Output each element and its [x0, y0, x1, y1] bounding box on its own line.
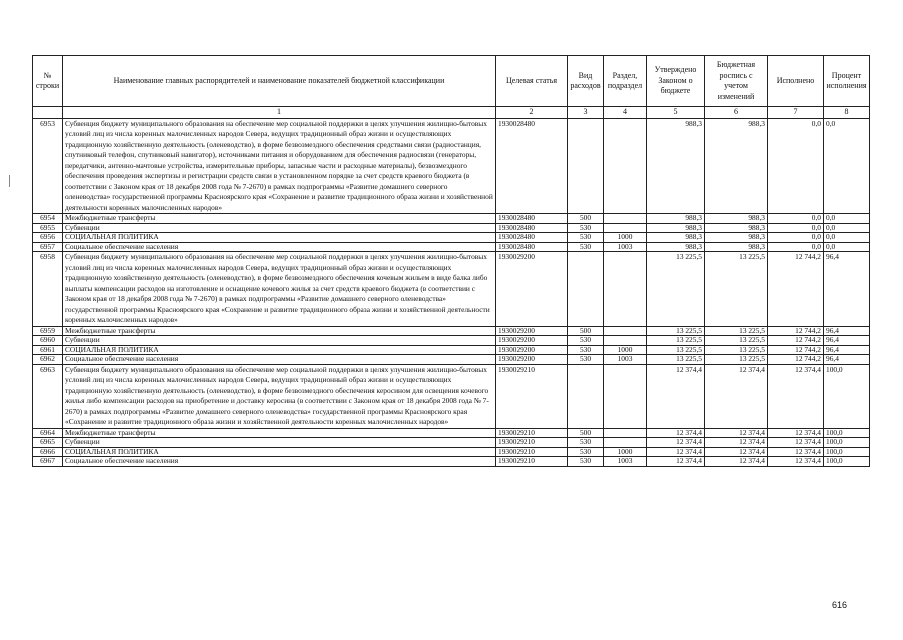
target-article: 1930028480: [496, 223, 568, 233]
header-target-article: Целевая статья: [496, 56, 568, 107]
approved-amount: 13 225,5: [647, 355, 705, 365]
row-name: СОЦИАЛЬНАЯ ПОЛИТИКА: [63, 233, 496, 243]
row-name: Социальное обеспечение населения: [63, 355, 496, 365]
section-code: [604, 214, 647, 224]
section-code: 1000: [604, 345, 647, 355]
column-number: 7: [768, 107, 824, 119]
row-number: 6959: [33, 326, 63, 336]
row-number: 6962: [33, 355, 63, 365]
section-code: [604, 428, 647, 438]
expense-type: [568, 364, 604, 428]
section-code: [604, 438, 647, 448]
row-number: 6960: [33, 336, 63, 346]
table-row: [33, 233, 870, 243]
target-article: 1930028480: [496, 118, 568, 214]
approved-amount: 13 225,5: [647, 252, 705, 327]
header-expense-type: Вид расходов: [568, 56, 604, 107]
approved-amount: 13 225,5: [647, 336, 705, 346]
column-number: 2: [496, 107, 568, 119]
row-name: Субвенция бюджету муниципального образования на обеспечение мер социальной поддержки в целях улучшения жилищно-бытовых условий лиц из числа коренных малочисленных народов Севера, ведущих традиционный образ жизни и осуществляющих традиционную хозяйственную деятельность (оленеводство), в форме безвозмездного обеспечения кочевым жильем в виде балка либо выплаты компенсации расходов на изготовление и оснащение кочевого жилья за счет средств краевого бюджета (в соответствии с Законом края от 18 декабря 2008 года № 7-2670) в рамках подпрограммы «Развитие домашнего северного оленеводства» государственной программы Красноярского края «Сохранение и развитие традиционного образа жизни и хозяйственной деятельности коренных малочисленных народов»: [63, 252, 496, 327]
row-number: 6967: [33, 457, 63, 467]
section-code: 1000: [604, 447, 647, 457]
executed-amount: 12 744,2: [768, 326, 824, 336]
section-code: 1003: [604, 457, 647, 467]
executed-amount: 12 744,2: [768, 336, 824, 346]
row-number: 6954: [33, 214, 63, 224]
row-number: 6965: [33, 438, 63, 448]
budget-amount: 13 225,5: [705, 355, 768, 365]
approved-amount: 988,3: [647, 118, 705, 214]
target-article: 1930029200: [496, 336, 568, 346]
section-code: 1003: [604, 242, 647, 252]
expense-type: 530: [568, 457, 604, 467]
header-name: Наименование главных распорядителей и наименование показателей бюджетной классификации: [63, 56, 496, 107]
executed-amount: 0,0: [768, 242, 824, 252]
approved-amount: 988,3: [647, 214, 705, 224]
budget-amount: 13 225,5: [705, 345, 768, 355]
approved-amount: 988,3: [647, 223, 705, 233]
executed-amount: 0,0: [768, 214, 824, 224]
percent-value: 0,0: [824, 223, 870, 233]
header-percent: Процент исполнения: [824, 56, 870, 107]
page-number: 616: [832, 600, 848, 610]
expense-type: 500: [568, 326, 604, 336]
executed-amount: 12 374,4: [768, 457, 824, 467]
percent-value: 96,4: [824, 355, 870, 365]
executed-amount: 12 374,4: [768, 364, 824, 428]
column-number: 3: [568, 107, 604, 119]
row-number: 6955: [33, 223, 63, 233]
approved-amount: 988,3: [647, 242, 705, 252]
percent-value: 0,0: [824, 214, 870, 224]
table-row: [33, 252, 870, 327]
row-number: 6963: [33, 364, 63, 428]
target-article: 1930029200: [496, 355, 568, 365]
budget-amount: 13 225,5: [705, 326, 768, 336]
budget-amount: 988,3: [705, 223, 768, 233]
expense-type: 500: [568, 428, 604, 438]
percent-value: 100,0: [824, 364, 870, 428]
budget-amount: 12 374,4: [705, 457, 768, 467]
percent-value: 100,0: [824, 438, 870, 448]
budget-amount: 13 225,5: [705, 252, 768, 327]
expense-type: 530: [568, 233, 604, 243]
column-number: 5: [647, 107, 705, 119]
target-article: 1930029210: [496, 438, 568, 448]
table-row: [33, 336, 870, 346]
header-executed: Исполнено: [768, 56, 824, 107]
header-approved: Утверждено Законом о бюджете: [647, 56, 705, 107]
approved-amount: 12 374,4: [647, 447, 705, 457]
row-name: Социальное обеспечение населения: [63, 457, 496, 467]
column-number: 8: [824, 107, 870, 119]
expense-type: 500: [568, 214, 604, 224]
table-header-row: [33, 56, 870, 107]
row-number: 6957: [33, 242, 63, 252]
expense-type: 530: [568, 242, 604, 252]
row-name: СОЦИАЛЬНАЯ ПОЛИТИКА: [63, 345, 496, 355]
header-section: Раздел, подраздел: [604, 56, 647, 107]
column-number: 4: [604, 107, 647, 119]
budget-amount: 12 374,4: [705, 438, 768, 448]
approved-amount: 12 374,4: [647, 438, 705, 448]
approved-amount: 988,3: [647, 233, 705, 243]
approved-amount: 13 225,5: [647, 345, 705, 355]
section-code: [604, 118, 647, 214]
approved-amount: 12 374,4: [647, 428, 705, 438]
budget-amount: 12 374,4: [705, 364, 768, 428]
row-name: СОЦИАЛЬНАЯ ПОЛИТИКА: [63, 447, 496, 457]
row-number: 6966: [33, 447, 63, 457]
table-row: [33, 214, 870, 224]
percent-value: 96,4: [824, 326, 870, 336]
executed-amount: 12 374,4: [768, 447, 824, 457]
executed-amount: 12 374,4: [768, 428, 824, 438]
scan-artifact: [9, 175, 10, 187]
expense-type: [568, 118, 604, 214]
executed-amount: 0,0: [768, 233, 824, 243]
target-article: 1930028480: [496, 214, 568, 224]
row-name: Субвенции: [63, 336, 496, 346]
target-article: 1930028480: [496, 242, 568, 252]
percent-value: 96,4: [824, 252, 870, 327]
row-number: 6961: [33, 345, 63, 355]
percent-value: 100,0: [824, 428, 870, 438]
executed-amount: 12 374,4: [768, 438, 824, 448]
approved-amount: 13 225,5: [647, 326, 705, 336]
table-body: [33, 118, 870, 466]
target-article: 1930029210: [496, 457, 568, 467]
percent-value: 100,0: [824, 457, 870, 467]
section-code: [604, 326, 647, 336]
row-name: Субвенции: [63, 223, 496, 233]
executed-amount: 12 744,2: [768, 355, 824, 365]
percent-value: 0,0: [824, 118, 870, 214]
row-number: 6953: [33, 118, 63, 214]
budget-amount: 988,3: [705, 242, 768, 252]
table-row: [33, 355, 870, 365]
column-number: 6: [705, 107, 768, 119]
percent-value: 96,4: [824, 336, 870, 346]
budget-amount: 12 374,4: [705, 447, 768, 457]
table-row: [33, 457, 870, 467]
row-name: Межбюджетные трансферты: [63, 428, 496, 438]
column-number-empty: [33, 107, 63, 119]
percent-value: 0,0: [824, 242, 870, 252]
budget-amount: 988,3: [705, 214, 768, 224]
budget-amount: 13 225,5: [705, 336, 768, 346]
percent-value: 0,0: [824, 233, 870, 243]
target-article: 1930029210: [496, 364, 568, 428]
expense-type: 530: [568, 447, 604, 457]
approved-amount: 12 374,4: [647, 364, 705, 428]
expense-type: 530: [568, 355, 604, 365]
column-number: 1: [63, 107, 496, 119]
expense-type: 530: [568, 223, 604, 233]
executed-amount: 12 744,2: [768, 252, 824, 327]
section-code: [604, 336, 647, 346]
table-row: [33, 438, 870, 448]
row-name: Субвенция бюджету муниципального образования на обеспечение мер социальной поддержки в целях улучшения жилищно-бытовых условий лиц из числа коренных малочисленных народов Севера, ведущих традиционный образ жизни и осуществляющих традиционную хозяйственную деятельность (оленеводство), в форме безвозмездного обеспечения керосином для освещения кочевого жилья либо компенсации расходов на приобретение и доставку керосина (в соответствии с Законом края от 18 декабря 2008 года № 7-2670) в рамках подпрограммы «Развитие домашнего северного оленеводства» государственной программы Красноярского края «Сохранение и развитие традиционного образа жизни и хозяйственной деятельности коренных малочисленных народов»: [63, 364, 496, 428]
budget-amount: 988,3: [705, 233, 768, 243]
target-article: 1930029200: [496, 326, 568, 336]
header-row-number: № строки: [33, 56, 63, 107]
row-number: 6964: [33, 428, 63, 438]
target-article: 1930029210: [496, 447, 568, 457]
section-code: 1003: [604, 355, 647, 365]
row-name: Межбюджетные трансферты: [63, 214, 496, 224]
target-article: 1930028480: [496, 233, 568, 243]
approved-amount: 12 374,4: [647, 457, 705, 467]
row-name: Субвенция бюджету муниципального образования на обеспечение мер социальной поддержки в целях улучшения жилищно-бытовых условий лиц из числа коренных малочисленных народов Севера, ведущих традиционный образ жизни и осуществляющих традиционную хозяйственную деятельность (оленеводство), в форме безвозмездного обеспечения средствами связи (радиостанция, спутниковый телефон, спутниковый навигатор), источниками питания и оборудованием для обеспечения радиосвязи (генераторы, передатчики, антенно-мачтовые устройства, измерительные приборы, запасные части и расходные материалы), безвозмездного обеспечения проведения экспертизы и регистрации средств связи в установленном порядке за счет средств краевого бюджета (в соответствии с Законом края от 18 декабря 2008 года № 7-2670) в рамках подпрограммы «Развитие домашнего северного оленеводства» государственной программы Красноярского края «Сохранение и развитие традиционного образа жизни и хозяйственной деятельности коренных малочисленных народов»: [63, 118, 496, 214]
budget-amount: 988,3: [705, 118, 768, 214]
expense-type: 530: [568, 336, 604, 346]
row-name: Социальное обеспечение населения: [63, 242, 496, 252]
target-article: 1930029200: [496, 252, 568, 327]
table-row: [33, 364, 870, 428]
expense-type: 530: [568, 345, 604, 355]
target-article: 1930029210: [496, 428, 568, 438]
section-code: [604, 252, 647, 327]
row-name: Субвенции: [63, 438, 496, 448]
percent-value: 100,0: [824, 447, 870, 457]
row-name: Межбюджетные трансферты: [63, 326, 496, 336]
section-code: [604, 364, 647, 428]
column-number-row: [33, 107, 870, 119]
section-code: 1000: [604, 233, 647, 243]
table-row: [33, 118, 870, 214]
row-number: 6958: [33, 252, 63, 327]
row-number: 6956: [33, 233, 63, 243]
budget-execution-table: [32, 55, 870, 467]
expense-type: [568, 252, 604, 327]
expense-type: 530: [568, 438, 604, 448]
target-article: 1930029200: [496, 345, 568, 355]
percent-value: 96,4: [824, 345, 870, 355]
budget-amount: 12 374,4: [705, 428, 768, 438]
executed-amount: 0,0: [768, 223, 824, 233]
executed-amount: 12 744,2: [768, 345, 824, 355]
table-row: [33, 242, 870, 252]
header-budget-schedule: Бюджетная роспись с учетом изменений: [705, 56, 768, 107]
executed-amount: 0,0: [768, 118, 824, 214]
